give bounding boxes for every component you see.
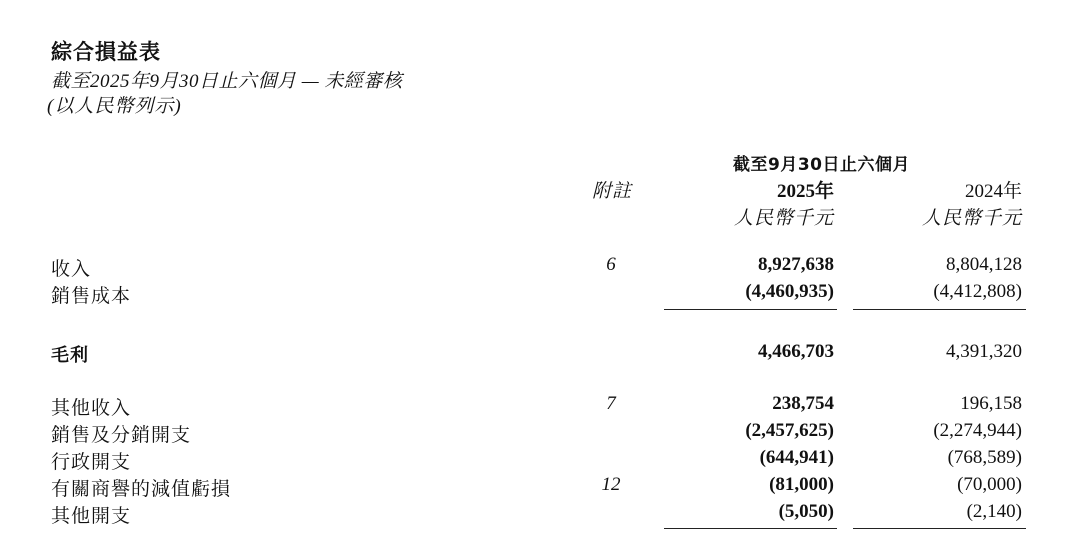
table-row-goodwill-impairment xyxy=(0,474,1080,500)
table-row-revenue xyxy=(0,254,1080,280)
row-value-current: (2,457,625) xyxy=(745,420,834,441)
row-value-current: (5,050) xyxy=(778,501,834,522)
row-label: 銷售及分銷開支 xyxy=(51,425,192,446)
row-note: 12 xyxy=(601,474,621,495)
row-value-prior: (2,140) xyxy=(966,501,1022,522)
row-value-current: 8,927,638 xyxy=(758,254,834,275)
table-row-gross-profit xyxy=(0,341,1080,367)
statement-subtitle: 截至2025年9月30日止六個月 — 未經審核 xyxy=(51,71,403,92)
year-current-header: 2025年 xyxy=(776,181,834,202)
row-label: 收入 xyxy=(51,259,92,280)
row-note: 6 xyxy=(606,254,616,275)
row-label: 其他開支 xyxy=(51,506,132,527)
period-header: 截至9月30日止六個月 xyxy=(733,155,910,175)
table-row-other-income xyxy=(0,393,1080,419)
row-value-current: 238,754 xyxy=(772,393,834,414)
row-label: 行政開支 xyxy=(51,452,132,473)
row-value-current: (81,000) xyxy=(769,474,834,495)
statement-title: 綜合損益表 xyxy=(51,40,161,64)
note-column-header: 附註 xyxy=(592,181,633,202)
table-row-administrative xyxy=(0,447,1080,473)
row-value-prior: (2,274,944) xyxy=(933,420,1022,441)
table-row-other-expenses xyxy=(0,501,1080,527)
row-note: 7 xyxy=(606,393,616,414)
row-value-current: (644,941) xyxy=(759,447,834,468)
row-value-prior: (768,589) xyxy=(947,447,1022,468)
row-label: 有關商譽的減值虧損 xyxy=(51,479,232,500)
row-label: 毛利 xyxy=(51,345,89,366)
row-label: 其他收入 xyxy=(51,398,132,419)
currency-note: (以人民幣列示) xyxy=(47,96,182,117)
row-value-prior: (4,412,808) xyxy=(933,281,1022,302)
table-row-selling-distribution xyxy=(0,420,1080,446)
unit-current-header: 人民幣千元 xyxy=(733,208,834,229)
table-row-cost-of-sales xyxy=(0,281,1080,307)
row-value-prior: 196,158 xyxy=(960,393,1022,414)
row-value-current: (4,460,935) xyxy=(745,281,834,302)
row-label: 銷售成本 xyxy=(51,286,132,307)
row-value-prior: (70,000) xyxy=(957,474,1022,495)
subtotal-rule-current xyxy=(664,528,837,529)
subtotal-rule-prior xyxy=(853,309,1026,310)
unit-prior-header: 人民幣千元 xyxy=(921,208,1022,229)
year-prior-header: 2024年 xyxy=(964,181,1022,202)
subtotal-rule-prior xyxy=(853,528,1026,529)
row-value-prior: 4,391,320 xyxy=(946,341,1022,362)
row-value-current: 4,466,703 xyxy=(758,341,834,362)
row-value-prior: 8,804,128 xyxy=(946,254,1022,275)
subtotal-rule-current xyxy=(664,309,837,310)
